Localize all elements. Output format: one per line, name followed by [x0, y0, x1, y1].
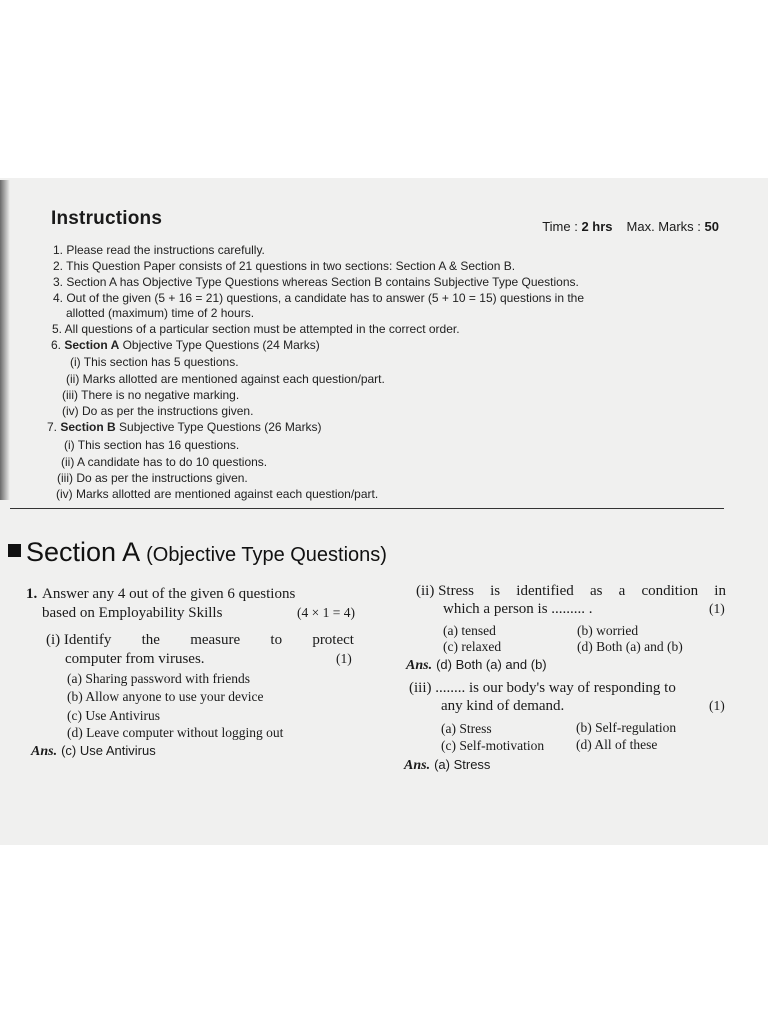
- part-iii-answer-text: (a) Stress: [434, 757, 491, 772]
- part-ii-word-2: is: [490, 583, 501, 599]
- part-ii-marks: (1): [709, 601, 725, 616]
- part-ii-option-b: (b) worried: [577, 623, 639, 638]
- part-i-line-2: computer from viruses.: [65, 651, 205, 667]
- part-i-line-1: [46, 631, 354, 650]
- part-i-option-d: (d) Leave computer without logging out: [67, 725, 284, 740]
- question-1-marks: (4 × 1 = 4): [297, 605, 355, 620]
- instruction-item-3: 3. Section A has Objective Type Questions whereas Section B contains Subjective Type Questions.: [53, 275, 579, 289]
- part-ii-option-a: (a) tensed: [443, 623, 496, 638]
- part-i-answer-label: Ans.: [31, 744, 58, 759]
- part-ii-word-5: a: [618, 583, 626, 599]
- instruction-item-4-cont: allotted (maximum) time of 2 hours.: [66, 306, 255, 320]
- part-ii-word-7: in: [714, 583, 726, 599]
- part-i-answer: [31, 743, 156, 760]
- time-value: 2 hrs: [581, 219, 613, 234]
- instruction-6-sub-2: (ii) Marks allotted are mentioned against each question/part.: [66, 372, 385, 386]
- section-divider: [10, 508, 724, 509]
- marks-label: Max. Marks :: [626, 219, 705, 234]
- part-iii-line-2: any kind of demand.: [441, 698, 565, 714]
- instruction-item-7-number: 7.: [47, 420, 61, 434]
- instruction-7-sub-2: (ii) A candidate has to do 10 questions.: [61, 455, 268, 469]
- question-1-number: 1.: [26, 586, 38, 602]
- section-a-label: Section A: [64, 338, 120, 352]
- section-a-heading: [8, 537, 387, 568]
- instruction-item-6-number: 6.: [51, 338, 65, 352]
- part-i-option-b: (b) Allow anyone to use your device: [67, 689, 264, 704]
- part-iii-option-b: (b) Self-regulation: [576, 720, 677, 735]
- instruction-item-6: [51, 337, 320, 353]
- instruction-7-sub-3: (iii) Do as per the instructions given.: [57, 471, 248, 485]
- part-ii-word-6: condition: [641, 583, 699, 599]
- instruction-item-7: [47, 419, 322, 435]
- part-iii-option-d: (d) All of these: [576, 737, 658, 752]
- instruction-6-sub-3: (iii) There is no negative marking.: [62, 388, 240, 402]
- part-i-word-1: (i) Identify: [46, 632, 112, 648]
- question-1-line-2: based on Employability Skills: [42, 605, 223, 621]
- part-iii-option-a: (a) Stress: [441, 721, 492, 736]
- part-iii-option-c: (c) Self-motivation: [441, 738, 545, 753]
- instruction-item-7-text: Subjective Type Questions (26 Marks): [115, 420, 322, 434]
- part-ii-line-1: [416, 582, 726, 601]
- part-ii-option-c: (c) relaxed: [443, 639, 502, 654]
- part-iii-answer: [404, 757, 490, 774]
- part-iii-line-1: (iii) ........ is our body's way of responding to: [409, 680, 676, 696]
- part-i-word-2: the: [141, 632, 160, 648]
- instruction-7-sub-1: (i) This section has 16 questions.: [64, 438, 240, 452]
- instruction-7-sub-4: (iv) Marks allotted are mentioned against each question/part.: [56, 487, 379, 501]
- part-i-word-3: measure: [190, 632, 241, 648]
- part-i-option-c: (c) Use Antivirus: [67, 708, 160, 723]
- section-b-label: Section B: [60, 420, 116, 434]
- part-i-marks: (1): [336, 651, 352, 666]
- instruction-item-6-text: Objective Type Questions (24 Marks): [119, 338, 320, 352]
- square-bullet-icon: [8, 544, 21, 557]
- part-ii-answer-label: Ans.: [406, 658, 433, 673]
- section-a-subtitle: (Objective Type Questions): [146, 544, 387, 566]
- part-ii-line-2: which a person is ......... .: [443, 601, 593, 617]
- question-1-line-1: Answer any 4 out of the given 6 questions: [42, 586, 296, 602]
- part-i-option-a: (a) Sharing password with friends: [67, 671, 250, 686]
- instructions-title: Instructions: [51, 208, 163, 229]
- part-i-word-4: to: [270, 632, 283, 648]
- instruction-item-5: 5. All questions of a particular section must be attempted in the correct order.: [52, 322, 460, 336]
- part-iii-marks: (1): [709, 698, 725, 713]
- part-iii-answer-label: Ans.: [404, 758, 431, 773]
- part-ii-answer: [406, 657, 547, 674]
- part-ii-option-d: (d) Both (a) and (b): [577, 639, 683, 654]
- part-i-answer-text: (c) Use Antivirus: [61, 743, 156, 758]
- part-ii-word-3: identified: [516, 583, 574, 599]
- instruction-item-1: 1. Please read the instructions carefully.: [53, 243, 265, 257]
- page-edge-shadow: [0, 180, 10, 500]
- time-and-marks: [542, 219, 719, 234]
- part-i-word-5: protect: [312, 632, 354, 648]
- section-a-title: Section A: [26, 537, 139, 567]
- time-label: Time :: [542, 219, 582, 234]
- instruction-item-2: 2. This Question Paper consists of 21 questions in two sections: Section A & Section B.: [53, 259, 516, 273]
- part-ii-answer-text: (d) Both (a) and (b): [436, 657, 547, 672]
- instruction-item-4: 4. Out of the given (5 + 16 = 21) questions, a candidate has to answer (5 + 10 = 15) questions in the: [53, 291, 585, 305]
- instruction-6-sub-1: (i) This section has 5 questions.: [70, 355, 239, 369]
- part-ii-word-4: as: [589, 583, 603, 599]
- marks-value: 50: [704, 219, 719, 234]
- part-ii-word-1: (ii) Stress: [416, 583, 474, 599]
- instruction-6-sub-4: (iv) Do as per the instructions given.: [62, 404, 254, 418]
